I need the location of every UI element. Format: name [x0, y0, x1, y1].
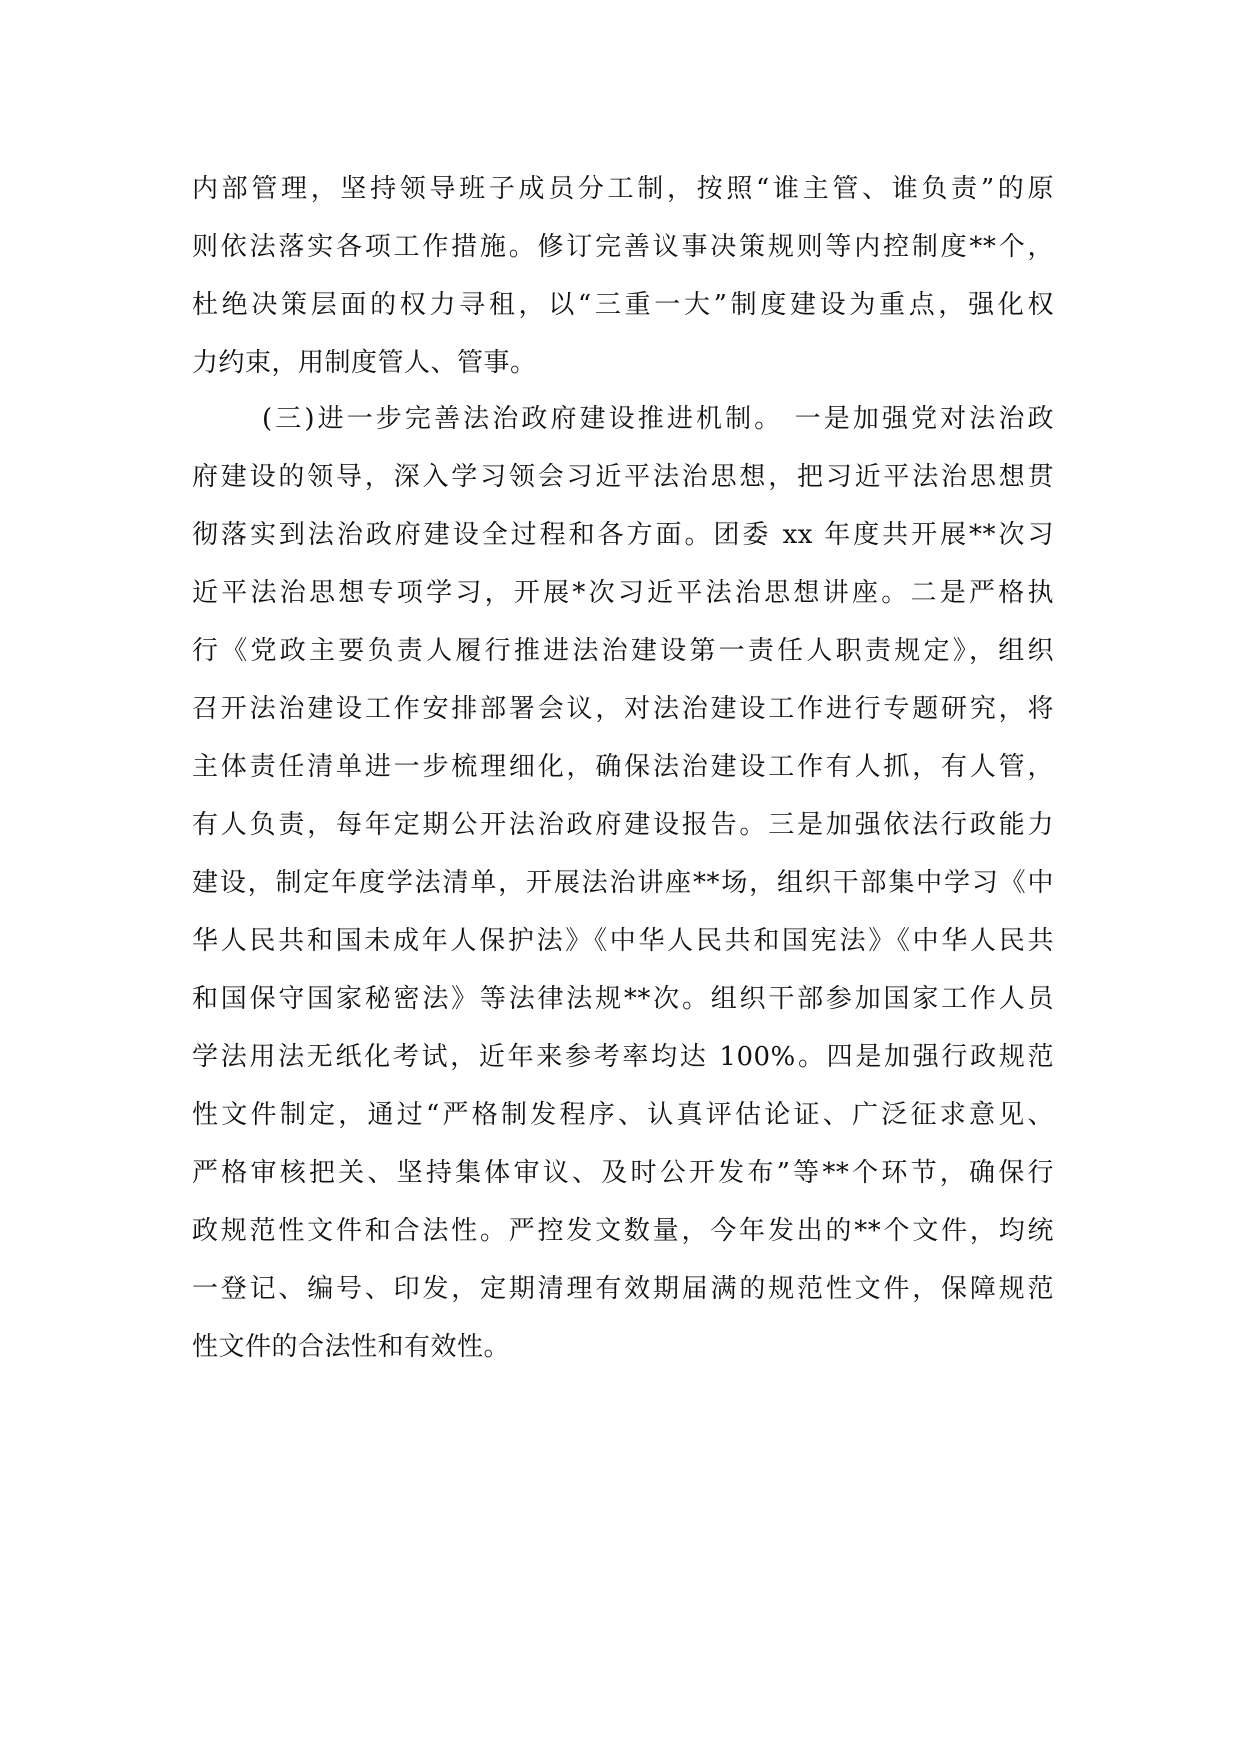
- paragraph-line: 有人负责，每年定期公开法治政府建设报告。三是加强依法行政能力: [192, 810, 1054, 840]
- paragraph-rule-of-law-mechanism: [192, 390, 1054, 1376]
- paragraph-line: 学法用法无纸化考试，近年来参考率均达 100%。四是加强行政规范: [192, 1042, 1054, 1072]
- paragraph-line: 彻落实到法治政府建设全过程和各方面。团委 xx 年度共开展**次习: [192, 520, 1054, 550]
- paragraph-line: 建设，制定年度学法清单，开展法治讲座**场，组织干部集中学习《中: [192, 868, 1054, 898]
- paragraph-line: 华人民共和国未成年人保护法》《中华人民共和国宪法》《中华人民共: [192, 926, 1054, 956]
- paragraph-line: 府建设的领导，深入学习领会习近平法治思想，把习近平法治思想贯: [192, 462, 1054, 492]
- paragraph-line: 杜绝决策层面的权力寻租，以“三重一大”制度建设为重点，强化权: [192, 290, 1054, 320]
- paragraph-line: 和国保守国家秘密法》等法律法规**次。组织干部参加国家工作人员: [192, 984, 1054, 1014]
- paragraph-heading-line: (三)进一步完善法治政府建设推进机制。 一是加强党对法治政: [262, 404, 1054, 434]
- paragraph-line: 近平法治思想专项学习，开展*次习近平法治思想讲座。二是严格执: [192, 578, 1054, 608]
- paragraph-line: 内部管理，坚持领导班子成员分工制，按照“谁主管、谁负责”的原: [192, 174, 1054, 204]
- paragraph-line: 性文件制定，通过“严格制发程序、认真评估论证、广泛征求意见、: [192, 1100, 1054, 1130]
- paragraph-line: 一登记、编号、印发，定期清理有效期届满的规范性文件，保障规范: [192, 1274, 1054, 1304]
- paragraph-line: 召开法治建设工作安排部署会议，对法治建设工作进行专题研究，将: [192, 694, 1054, 724]
- paragraph-line: 性文件的合法性和有效性。: [192, 1332, 511, 1362]
- paragraph-line: 则依法落实各项工作措施。修订完善议事决策规则等内控制度**个，: [192, 232, 1054, 262]
- paragraph-line: 主体责任清单进一步梳理细化，确保法治建设工作有人抓，有人管，: [192, 752, 1054, 782]
- paragraph-line: 政规范性文件和合法性。严控发文数量，今年发出的**个文件，均统: [192, 1216, 1054, 1246]
- paragraph-line: 严格审核把关、坚持集体审议、及时公开发布”等**个环节，确保行: [192, 1158, 1054, 1188]
- paragraph-line: 行《党政主要负责人履行推进法治建设第一责任人职责规定》，组织: [192, 636, 1054, 666]
- paragraph-internal-management: [192, 160, 1054, 392]
- paragraph-line: 力约束，用制度管人、管事。: [192, 348, 537, 378]
